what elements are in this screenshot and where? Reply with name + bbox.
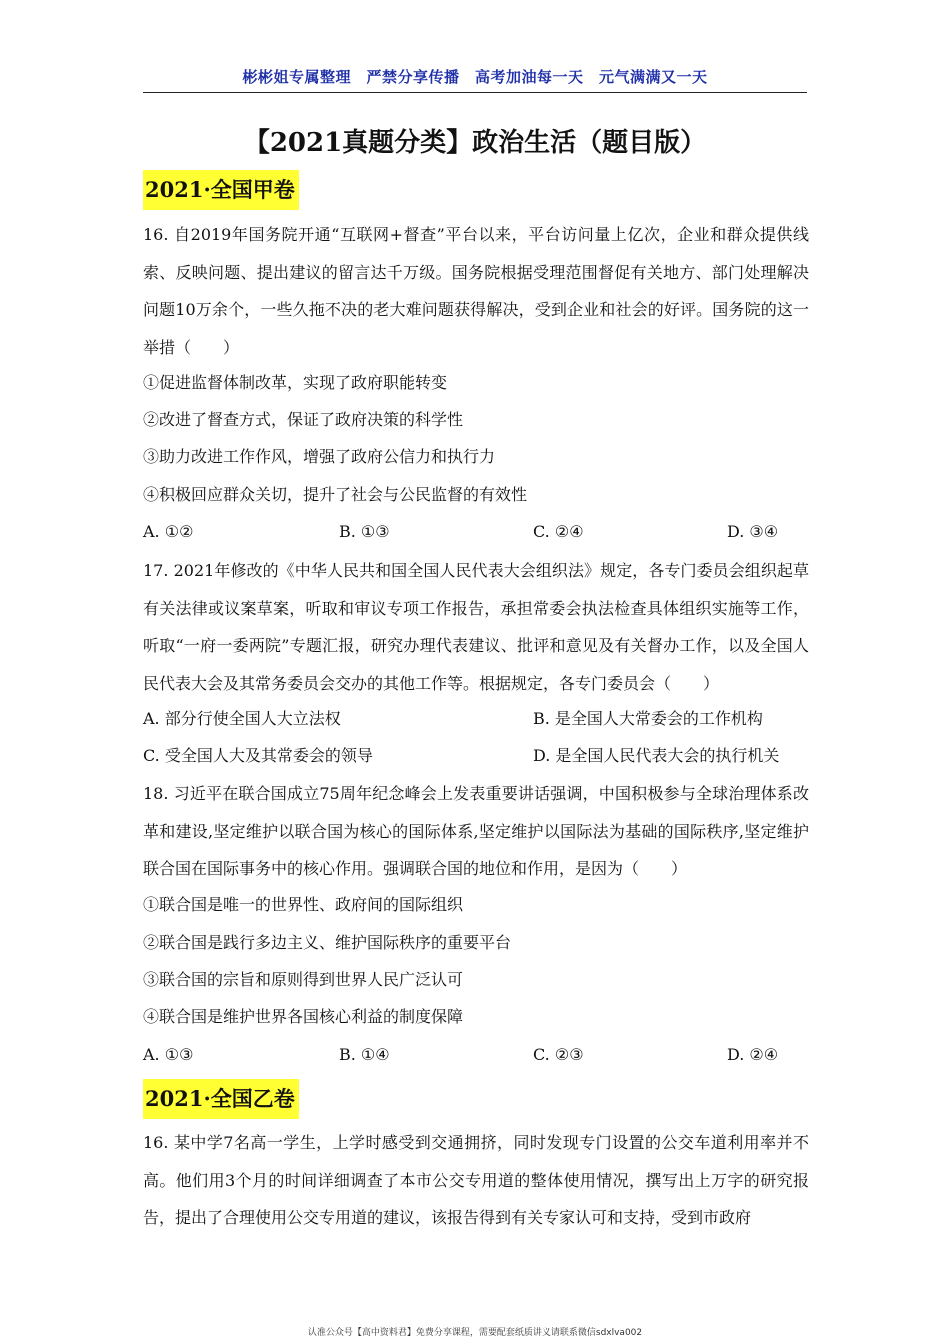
page-header: 彬彬姐专属整理 严禁分享传播 高考加油每一天 元气满满又一天 (242, 68, 708, 86)
question-16-item-4: ④积极回应群众关切，提升了社会与公民监督的有效性 (143, 485, 528, 504)
page-title: 【2021真题分类】政治生活（题目版） (243, 128, 707, 158)
question-16-stem: 16. 自2019年国务院开通“互联网+督查”平台以来，平台访问量上亿次，企业和群众提供线索、反映问题、提出建议的留言达千万级。国务院根据受理范围督促有关地方、部门处理解决问题10万余个，一些久拖不决的老大难问题获得解决，受到企业和社会的好评。国务院的这一举措（ ） (143, 225, 809, 357)
question-17-option-b: B. 是全国人大常委会的工作机构 (533, 709, 763, 728)
section-label-yi: 2021·全国乙卷 (143, 1079, 299, 1119)
question-16-option-d: D. ③④ (727, 522, 779, 541)
question-17-option-c: C. 受全国人大及其常委会的领导 (143, 746, 373, 765)
question-17-stem: 17. 2021年修改的《中华人民共和国全国人民代表大会组织法》规定，各专门委员会组织起草有关法律或议案草案，听取和审议专项工作报告，承担常委会执法检查具体组织实施等工作，听取“一府一委两院”专题汇报，研究办理代表建议、批评和意见及有关督办工作，以及全国人民代表大会及其常务委员会交办的其他工作等。根据规定，各专门委员会（ ） (143, 561, 809, 693)
question-16-option-b: B. ①③ (339, 522, 390, 541)
section-label-jia: 2021·全国甲卷 (143, 170, 299, 210)
question-16-item-2: ②改进了督查方式，保证了政府决策的科学性 (143, 410, 464, 429)
question-18-option-d: D. ②④ (727, 1045, 779, 1064)
question-18-item-4: ④联合国是维护世界各国核心利益的制度保障 (143, 1007, 464, 1026)
question-17-option-d: D. 是全国人民代表大会的执行机关 (533, 746, 780, 765)
question-18-item-2: ②联合国是践行多边主义、维护国际秩序的重要平台 (143, 933, 512, 952)
question-18-option-c: C. ②③ (533, 1045, 584, 1064)
page-footer: 认准公众号【高中资料君】免费分享课程，需要配套纸质讲义请联系微信sdxlva002 (307, 1328, 643, 1338)
question-18-option-a: A. ①③ (143, 1045, 194, 1064)
question-16b-stem: 16. 某中学7名高一学生，上学时感受到交通拥挤，同时发现专门设置的公交车道利用率并不高。他们用3个月的时间详细调查了本市公交专用道的整体使用情况，撰写出上万字的研究报告，提出了合理使用公交专用道的建议，该报告得到有关专家认可和支持，受到市政府 (143, 1133, 809, 1227)
question-18-option-b: B. ①④ (339, 1045, 390, 1064)
question-16-option-c: C. ②④ (533, 522, 584, 541)
question-17-option-a: A. 部分行使全国人大立法权 (143, 709, 341, 728)
question-16-option-a: A. ①② (143, 522, 194, 541)
question-18-stem: 18. 习近平在联合国成立75周年纪念峰会上发表重要讲话强调，中国积极参与全球治理体系改革和建设,坚定维护以联合国为核心的国际体系,坚定维护以国际法为基础的国际秩序,坚定维护联合国在国际事务中的核心作用。强调联合国的地位和作用，是因为（ ） (143, 784, 809, 878)
question-18-item-3: ③联合国的宗旨和原则得到世界人民广泛认可 (143, 970, 464, 989)
question-18-item-1: ①联合国是唯一的世界性、政府间的国际组织 (143, 895, 464, 914)
question-16-item-3: ③助力改进工作作风，增强了政府公信力和执行力 (143, 447, 496, 466)
question-16-item-1: ①促进监督体制改革，实现了政府职能转变 (143, 373, 448, 392)
header-divider (143, 92, 807, 93)
